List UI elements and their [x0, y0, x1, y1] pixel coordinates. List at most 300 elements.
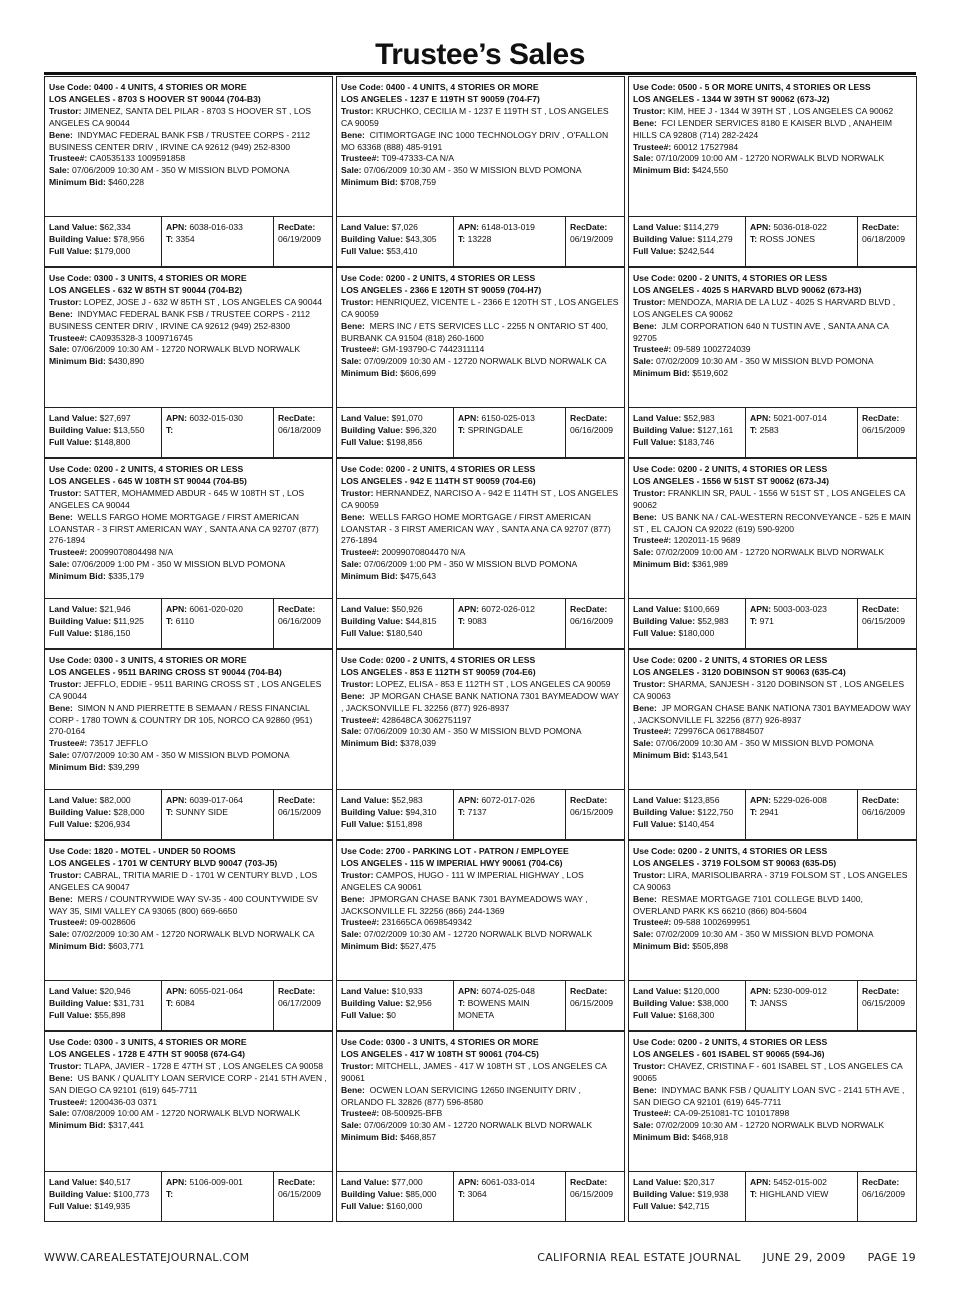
land-value-amount: $50,926: [391, 604, 423, 614]
recdate-label: RecDate:: [278, 222, 316, 232]
trustor-label: Trustor:: [633, 296, 666, 307]
full-value-amount: $151,898: [386, 818, 423, 829]
apn-value: 6038-016-033: [189, 222, 243, 232]
listing-bene: [49, 703, 328, 739]
listing-address: LOS ANGELES - 942 E 114TH ST 90059 (704-E6): [341, 475, 536, 486]
building-value-label: Building Value:: [49, 615, 112, 626]
trustee-number-label: Trustee#:: [633, 726, 672, 737]
full-value-label: Full Value:: [633, 245, 676, 256]
apn-label: APN:: [750, 1177, 772, 1187]
building-value-label: Building Value:: [633, 1188, 696, 1199]
full-value-amount: $140,454: [678, 818, 715, 829]
apn-cell: [745, 790, 857, 839]
full-value: [49, 1201, 158, 1213]
tract: [750, 616, 854, 628]
footer-website[interactable]: WWW.CAREALESTATEJOURNAL.COM: [44, 1251, 250, 1264]
sale-label: Sale:: [341, 356, 362, 367]
full-value-amount: $206,934: [94, 818, 131, 829]
listing-address: LOS ANGELES - 3719 FOLSOM ST 90063 (635-D5): [633, 857, 837, 868]
values-cell: [629, 408, 745, 457]
land-value-amount: $52,983: [683, 413, 715, 423]
full-value-amount: $180,000: [678, 627, 715, 638]
trustee-number-label: Trustee#:: [341, 1108, 380, 1119]
trustor-label: Trustor:: [341, 487, 374, 498]
full-value-label: Full Value:: [49, 818, 92, 829]
land-value-amount: $77,000: [391, 1177, 423, 1187]
trustee-number-label: Trustee#:: [49, 917, 88, 928]
tract: [166, 807, 270, 819]
full-value: [633, 437, 742, 449]
building-value: [633, 807, 742, 819]
apn-label: APN:: [458, 222, 480, 232]
listing-use-code: Use Code: 0200 - 2 UNITS, 4 STORIES OR LESS: [633, 464, 828, 474]
tract-value: 6110: [175, 615, 195, 626]
trustor-label: Trustor:: [49, 296, 82, 307]
full-value: [341, 1010, 450, 1022]
apn-value: 5452-015-002: [773, 1177, 827, 1187]
listing-use-code: Use Code: 0400 - 4 UNITS, 4 STORIES OR MORE: [49, 82, 247, 92]
land-value-label: Land Value:: [341, 1177, 390, 1187]
recdate-label: RecDate:: [570, 1177, 608, 1187]
listing-use-code: Use Code: 0200 - 2 UNITS, 4 STORIES OR LESS: [49, 464, 244, 474]
apn: [166, 222, 270, 234]
sale-value: 07/02/2009 10:30 AM - 350 W MISSION BLVD POMONA: [655, 929, 874, 940]
recdate-label: RecDate:: [278, 986, 316, 996]
listing-trustee-number: [49, 738, 328, 750]
building-value-label: Building Value:: [49, 233, 112, 244]
listing-minimum-bid: [49, 177, 328, 189]
minimum-bid-value: $317,441: [108, 1120, 145, 1131]
trustee-number-value: 20099070804498 N/A: [89, 547, 174, 558]
trustor-label: Trustor:: [49, 869, 82, 880]
minimum-bid-label: Minimum Bid:: [49, 356, 106, 367]
trustor-label: Trustor:: [633, 105, 666, 116]
land-value-amount: $100,669: [683, 604, 720, 614]
land-value-label: Land Value:: [341, 986, 390, 996]
trustor-value: CHAVEZ, CRISTINA F - 601 ISABEL ST , LOS ANGELES CA 90065: [633, 1060, 903, 1083]
recdate-value: 06/16/2009: [570, 615, 614, 626]
tract-label: T:: [458, 1188, 466, 1199]
full-value-amount: $55,898: [94, 1009, 126, 1020]
minimum-bid-label: Minimum Bid:: [341, 1132, 398, 1143]
listing-valuation: [337, 599, 624, 648]
values-cell: [337, 599, 453, 648]
listing-address: LOS ANGELES - 8703 S HOOVER ST 90044 (704-B3): [49, 93, 261, 104]
trustor-label: Trustor:: [341, 1060, 374, 1071]
minimum-bid-label: Minimum Bid:: [49, 762, 106, 773]
sale-label: Sale:: [341, 929, 362, 940]
building-value-amount: $100,773: [113, 1188, 150, 1199]
land-value-amount: $7,026: [391, 222, 418, 232]
sale-label: Sale:: [341, 165, 362, 176]
full-value-label: Full Value:: [341, 818, 384, 829]
building-value-amount: $28,000: [113, 806, 145, 817]
building-value-amount: $2,956: [405, 997, 432, 1008]
listing-use-code: Use Code: 0200 - 2 UNITS, 4 STORIES OR LESS: [341, 464, 536, 474]
recdate-cell: [857, 408, 916, 457]
trustee-number-value: 08-500925-BFB: [381, 1108, 443, 1119]
recdate-value: 06/16/2009: [570, 424, 614, 435]
values-cell: [629, 1172, 745, 1221]
building-value-label: Building Value:: [341, 806, 404, 817]
listing-sale: [341, 929, 620, 941]
trustee-number-label: Trustee#:: [633, 917, 672, 928]
full-value-label: Full Value:: [633, 818, 676, 829]
building-value-amount: $13,550: [113, 424, 145, 435]
recdate-cell: [857, 217, 916, 266]
values-cell: [629, 981, 745, 1030]
listing-bene: [49, 309, 328, 333]
full-value: [633, 1201, 742, 1213]
listing-card: [336, 1031, 625, 1222]
land-value-label: Land Value:: [49, 413, 98, 423]
full-value: [341, 1201, 450, 1213]
listing-minimum-bid: [341, 571, 620, 583]
sale-label: Sale:: [633, 547, 654, 558]
land-value: [633, 222, 742, 234]
listing-use-code: Use Code: 0200 - 2 UNITS, 4 STORIES OR LESS: [341, 655, 536, 665]
minimum-bid-label: Minimum Bid:: [49, 177, 106, 188]
minimum-bid-value: $460,228: [108, 177, 145, 188]
tract-label: T:: [750, 806, 758, 817]
full-value: [633, 246, 742, 258]
full-value-amount: $149,935: [94, 1200, 131, 1211]
sale-value: 07/06/2009 10:30 AM - 350 W MISSION BLVD POMONA: [655, 738, 874, 749]
listing-trustee-number: [49, 333, 328, 345]
recdate-value: 06/15/2009: [862, 424, 906, 435]
values-cell: [337, 217, 453, 266]
full-value: [341, 246, 450, 258]
tract-label: T:: [750, 424, 758, 435]
footer-issue-date: JUNE 29, 2009: [762, 1251, 846, 1264]
full-value-amount: $198,856: [386, 436, 423, 447]
trustor-label: Trustor:: [341, 678, 374, 689]
apn-label: APN:: [458, 604, 480, 614]
land-value-label: Land Value:: [49, 986, 98, 996]
bene-value: JLM CORPORATION 640 N TUSTIN AVE , SANTA ANA CA 92705: [633, 320, 889, 343]
listing-sale: [633, 356, 912, 368]
trustee-number-label: Trustee#:: [633, 141, 672, 152]
recdate-label: RecDate:: [278, 604, 316, 614]
apn-cell: [745, 408, 857, 457]
building-value: [341, 234, 450, 246]
listing-sale: [633, 1120, 912, 1132]
sale-value: 07/06/2009 10:30 AM - 350 W MISSION BLVD POMONA: [71, 165, 290, 176]
building-value: [633, 234, 742, 246]
building-value: [633, 1189, 742, 1201]
building-value: [49, 425, 158, 437]
listing-trustor: [49, 488, 328, 512]
listing-bene: [633, 512, 912, 536]
listings-grid: [44, 76, 917, 1222]
trustee-number-value: 09-0028606: [89, 917, 136, 928]
bene-label: Bene:: [49, 702, 73, 713]
page-title: Trustee’s Sales: [375, 38, 585, 71]
sale-label: Sale:: [49, 559, 70, 570]
sale-value: 07/10/2009 10:00 AM - 12720 NORWALK BLVD NORWALK: [655, 153, 885, 164]
tract-value: SPRINGDALE: [467, 424, 523, 435]
listing-trustee-number: [633, 917, 912, 929]
listing-valuation: [337, 790, 624, 839]
full-value-amount: $53,410: [386, 245, 418, 256]
recdate-value: 06/16/2009: [278, 615, 322, 626]
minimum-bid-value: $424,550: [692, 165, 729, 176]
listing-card: [336, 458, 625, 649]
apn-label: APN:: [458, 795, 480, 805]
full-value-amount: $42,715: [678, 1200, 710, 1211]
apn-value: 5230-009-012: [773, 986, 827, 996]
sale-value: 07/07/2009 10:30 AM - 350 W MISSION BLVD POMONA: [71, 750, 290, 761]
trustor-value: JEFFLO, EDDIE - 9511 BARING CROSS ST , LOS ANGELES CA 90044: [49, 678, 322, 701]
listing-use-code: Use Code: 0400 - 4 UNITS, 4 STORIES OR MORE: [341, 82, 539, 92]
bene-value: JP MORGAN CHASE BANK NATIONA 7301 BAYMEADOW WAY , JACKSONVILLE FL 32256 (877) 926-8937: [341, 690, 619, 713]
listing-trustor: [341, 106, 620, 130]
land-value: [341, 413, 450, 425]
land-value-label: Land Value:: [341, 222, 390, 232]
land-value: [341, 1177, 450, 1189]
values-cell: [337, 408, 453, 457]
listing-trustee-number: [633, 344, 912, 356]
recdate-value: 06/16/2009: [862, 1188, 906, 1199]
trustor-value: JIMENEZ, SANTA DEL PILAR - 8703 S HOOVER ST , LOS ANGELES CA 90044: [49, 105, 312, 128]
recdate-cell: [565, 790, 624, 839]
full-value: [633, 628, 742, 640]
building-value-amount: $94,310: [405, 806, 437, 817]
apn-label: APN:: [458, 986, 480, 996]
listing-details: [337, 650, 624, 790]
full-value-amount: $148,800: [94, 436, 131, 447]
trustee-number-value: 1202011-15 9689: [673, 535, 741, 546]
recdate-label: RecDate:: [862, 986, 900, 996]
values-cell: [45, 981, 161, 1030]
trustee-number-value: T09-47333-CA N/A: [381, 153, 455, 164]
building-value: [49, 998, 158, 1010]
land-value: [633, 413, 742, 425]
listing-minimum-bid: [49, 1120, 328, 1132]
trustee-number-label: Trustee#:: [341, 917, 380, 928]
full-value-amount: $183,746: [678, 436, 715, 447]
full-value-amount: $168,300: [678, 1009, 715, 1020]
tract: [166, 998, 270, 1010]
building-value-amount: $78,956: [113, 233, 145, 244]
trustee-number-value: 60012 17527984: [673, 141, 739, 152]
full-value-amount: $179,000: [94, 245, 131, 256]
apn-cell: [161, 408, 273, 457]
land-value-amount: $91,070: [391, 413, 423, 423]
values-cell: [45, 1172, 161, 1221]
building-value-label: Building Value:: [341, 424, 404, 435]
listing-minimum-bid: [49, 762, 328, 774]
footer-page-number: PAGE 19: [867, 1251, 916, 1264]
apn: [750, 222, 854, 234]
listing-details: [337, 268, 624, 408]
full-value: [633, 819, 742, 831]
bene-label: Bene:: [633, 1084, 657, 1095]
sale-value: 07/02/2009 10:00 AM - 12720 NORWALK BLVD NORWALK: [655, 547, 885, 558]
listing-card: [628, 840, 917, 1031]
listing-trustor: [633, 870, 912, 894]
building-value: [341, 807, 450, 819]
listing-sale: [341, 356, 620, 368]
listing-address: LOS ANGELES - 1237 E 119TH ST 90059 (704-F7): [341, 93, 540, 104]
full-value-label: Full Value:: [341, 245, 384, 256]
tract: [750, 425, 854, 437]
recdate-cell: [857, 1172, 916, 1221]
sale-label: Sale:: [49, 1108, 70, 1119]
apn: [750, 986, 854, 998]
trustee-number-label: Trustee#:: [341, 714, 380, 725]
land-value-label: Land Value:: [49, 795, 98, 805]
listing-address: LOS ANGELES - 9511 BARING CROSS ST 90044 (704-B4): [49, 666, 282, 677]
listing-trustee-number: [633, 1108, 912, 1120]
bene-label: Bene:: [633, 320, 657, 331]
apn-label: APN:: [750, 795, 772, 805]
listing-trustor: [49, 679, 328, 703]
building-value-label: Building Value:: [633, 233, 696, 244]
listing-bene: [633, 1085, 912, 1109]
apn-value: 6061-033-014: [481, 1177, 535, 1187]
listing-trustee-number: [49, 153, 328, 165]
minimum-bid-value: $468,918: [692, 1132, 729, 1143]
recdate-label: RecDate:: [570, 222, 608, 232]
trustee-number-label: Trustee#:: [341, 344, 380, 355]
land-value-amount: $52,983: [391, 795, 423, 805]
trustor-label: Trustor:: [49, 1060, 82, 1071]
listing-trustee-number: [341, 344, 620, 356]
tract: [458, 998, 562, 1022]
land-value: [49, 413, 158, 425]
apn: [458, 986, 562, 998]
listing-address: LOS ANGELES - 853 E 112TH ST 90059 (704-E6): [341, 666, 536, 677]
building-value-amount: $127,161: [697, 424, 734, 435]
bene-value: INDYMAC FEDERAL BANK FSB / TRUSTEE CORPS - 2112 BUSINESS CENTER DRIV , IRVINE CA 92612 (949) 252-8300: [49, 129, 311, 152]
recdate-value: 06/18/2009: [862, 233, 906, 244]
sale-value: 07/06/2009 10:30 AM - 350 W MISSION BLVD POMONA: [363, 726, 582, 737]
bene-value: INDYMAC FEDERAL BANK FSB / TRUSTEE CORPS - 2112 BUSINESS CENTER DRIV , IRVINE CA 92612 (949) 252-8300: [49, 308, 311, 331]
full-value-amount: $0: [386, 1009, 396, 1020]
land-value: [341, 795, 450, 807]
listing-address: LOS ANGELES - 4025 S HARVARD BLVD 90062 (673-H3): [633, 284, 862, 295]
full-value-label: Full Value:: [633, 436, 676, 447]
listing-details: [337, 77, 624, 217]
listing-sale: [49, 1108, 328, 1120]
land-value: [49, 1177, 158, 1189]
listing-valuation: [337, 408, 624, 457]
land-value-label: Land Value:: [633, 413, 682, 423]
full-value: [49, 628, 158, 640]
apn-cell: [745, 1172, 857, 1221]
trustor-label: Trustor:: [341, 105, 374, 116]
listing-trustor: [49, 297, 328, 309]
recdate-cell: [565, 217, 624, 266]
trustee-number-label: Trustee#:: [633, 344, 672, 355]
recdate-value: 06/15/2009: [862, 615, 906, 626]
trustee-number-label: Trustee#:: [341, 153, 380, 164]
full-value-label: Full Value:: [633, 1200, 676, 1211]
apn-value: 6039-017-064: [189, 795, 243, 805]
trustor-label: Trustor:: [633, 487, 666, 498]
apn-label: APN:: [166, 795, 188, 805]
listing-card: [628, 649, 917, 840]
listing-valuation: [629, 1172, 916, 1221]
full-value-amount: $242,544: [678, 245, 715, 256]
building-value: [633, 425, 742, 437]
minimum-bid-label: Minimum Bid:: [633, 750, 690, 761]
full-value-label: Full Value:: [49, 436, 92, 447]
trustor-value: LOPEZ, ELISA - 853 E 112TH ST , LOS ANGELES CA 90059: [375, 678, 611, 689]
minimum-bid-value: $361,989: [692, 559, 729, 570]
bene-value: US BANK NA / CAL-WESTERN RECONVEYANCE - 525 E MAIN ST , EL CAJON CA 92022 (619) 590-9200: [633, 511, 911, 534]
minimum-bid-value: $527,475: [400, 941, 437, 952]
recdate-label: RecDate:: [278, 1177, 316, 1187]
land-value: [341, 222, 450, 234]
tract-value: 2941: [759, 806, 779, 817]
trustee-number-value: 1200436-03 0371: [89, 1096, 157, 1107]
listing-address: LOS ANGELES - 1556 W 51ST ST 90062 (673-J4): [633, 475, 829, 486]
apn-label: APN:: [750, 986, 772, 996]
tract: [750, 998, 854, 1010]
listing-details: [45, 268, 332, 408]
minimum-bid-label: Minimum Bid:: [633, 368, 690, 379]
sale-value: 07/08/2009 10:00 AM - 12720 NORWALK BLVD NORWALK: [71, 1108, 301, 1119]
tract-label: T:: [750, 233, 758, 244]
listing-minimum-bid: [341, 941, 620, 953]
tract: [458, 1189, 562, 1201]
minimum-bid-label: Minimum Bid:: [341, 571, 398, 582]
listing-valuation: [45, 790, 332, 839]
building-value-label: Building Value:: [633, 997, 696, 1008]
listing-trustee-number: [341, 917, 620, 929]
listing-address: LOS ANGELES - 2366 E 120TH ST 90059 (704-H7): [341, 284, 542, 295]
listing-bene: [49, 1073, 328, 1097]
minimum-bid-label: Minimum Bid:: [341, 177, 398, 188]
trustor-label: Trustor:: [49, 678, 82, 689]
trustor-label: Trustor:: [633, 678, 666, 689]
listing-minimum-bid: [49, 571, 328, 583]
listing-trustee-number: [49, 1097, 328, 1109]
trustee-number-value: CA0535133 1009591858: [89, 153, 186, 164]
trustee-number-value: 428648CA 3062751197: [381, 714, 472, 725]
tract-label: T:: [166, 233, 174, 244]
trustor-value: CAMPOS, HUGO - 111 W IMPERIAL HIGHWAY , LOS ANGELES CA 90061: [341, 869, 584, 892]
land-value-amount: $123,856: [683, 795, 720, 805]
land-value: [633, 1177, 742, 1189]
bene-value: WELLS FARGO HOME MORTGAGE / FIRST AMERICAN LOANSTAR - 3 FIRST AMERICAN WAY , SANTA ANA CA 92707 (877) 276-1894: [49, 511, 319, 546]
listing-bene: [341, 894, 620, 918]
tract-label: T:: [458, 615, 466, 626]
listing-trustor: [633, 106, 912, 118]
listing-sale: [49, 344, 328, 356]
land-value-amount: $21,946: [99, 604, 131, 614]
recdate-cell: [273, 790, 332, 839]
listing-address: LOS ANGELES - 601 ISABEL ST 90065 (594-J6): [633, 1048, 825, 1059]
listing-sale: [633, 547, 912, 559]
tract-value: BOWENS MAIN MONETA: [458, 997, 530, 1020]
listing-use-code: Use Code: 0200 - 2 UNITS, 4 STORIES OR LESS: [633, 655, 828, 665]
listing-valuation: [45, 599, 332, 648]
listing-bene: [341, 691, 620, 715]
recdate-label: RecDate:: [570, 413, 608, 423]
bene-value: OCWEN LOAN SERVICING 12650 INGENUITY DRIV , ORLANDO FL 32826 (877) 596-8580: [341, 1084, 581, 1107]
listing-card: [44, 649, 333, 840]
listing-minimum-bid: [49, 941, 328, 953]
listing-card: [336, 649, 625, 840]
sale-value: 07/02/2009 10:30 AM - 12720 NORWALK BLVD NORWALK: [363, 929, 593, 940]
bene-value: MERS INC / ETS SERVICES LLC - 2255 N ONTARIO ST 400, BURBANK CA 91504 (818) 260-1600: [341, 320, 608, 343]
listing-details: [629, 1032, 916, 1172]
tract: [750, 1189, 854, 1201]
recdate-value: 06/15/2009: [570, 1188, 614, 1199]
